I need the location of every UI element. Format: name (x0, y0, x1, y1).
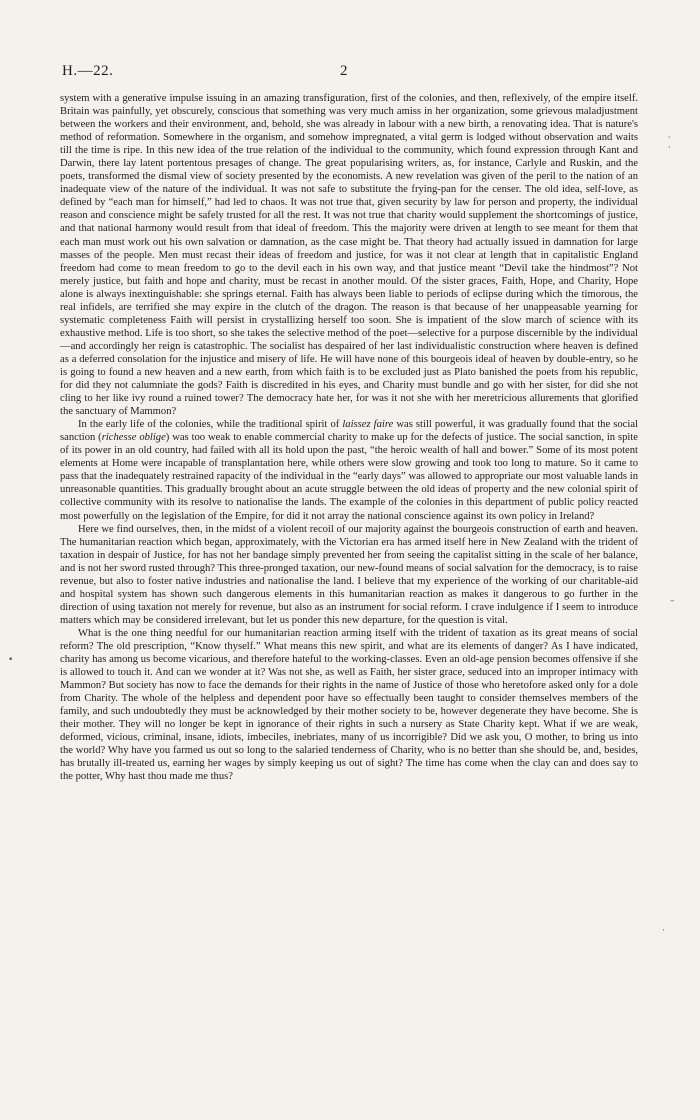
paragraph-1: system with a generative impulse issuing in an amazing transfiguration, first of the colonies, and then, reflexively, of the empire itself. Britain was painfully, yet obscurely, conscious that something was very much amiss in her organization, some grievous maladjustment between the workers and their environment, and, behold, she was already in labour with a new birth, a renovating idea. That is nature's method of reformation. Somewhere in the organism, and somehow impregnated, a vital germ is lodged without observation and waits till the time is ripe. In this new idea of the true relation of the individual to the community, which found expression through Kant and Darwin, there lay latent portentous presages of change. The great popularising writers, as, for instance, Carlyle and Ruskin, and the poets, transformed the dismal view of society presented by the economists. A new revelation was given of the peril to the nation of an inadequate view of the nature of the individual. It was not safe to substitute the frying-pan for the censer. The old idea, self-love, as defined by “each man for himself,” had led to chaos. It was not true that, given security by law for person and property, the individual reason and conscience might be safely trusted for all the rest. It was not true that charity would supplement the shortcomings of justice, and that national harmony would result from that ideal of freedom. This the majority were driven at length to see meant for them that each man must work out his own salvation or damnation, as the case might be. That theory had actually issued in damnation for large masses of the people. Men must recast their ideas of freedom and justice, for was it not clear at length that in capitalistic England freedom had come to mean freedom to go to the devil each in his own way, and that justice meant “Devil take the hindmost”? Not merely justice, but faith and hope and charity, must be recast in another mould. Of the sister graces, Faith, Hope, and Charity, Hope alone is always inextinguishable: she springs eternal. Faith has always been liable to periods of eclipse during which the timorous, the real infidels, are terrified she may expire in the clutch of the dragon. The reason is that because of her unappeasable yearning for systematic completeness Faith will persist in crystallizing herself too soon. She is impatient of the slow march of science with its exhaustive method. Life is too short, so she takes the selective method of the poet—selective for a purpose discernible by the individual—and accordingly her reign is catastrophic. The socialist has despaired of her last individualistic construction where heaven is defined as a deferred consolation for the injustice and misery of life. He will have none of this bourgeois ideal of heaven by double-entry, so he is going to found a new heaven and a new earth, from which faith is to be excluded just as Plato banished the poets from his republic, for did they not calumniate the gods? Faith is discredited in his eyes, and Charity must bundle and go with her sister, for did she not cling to her like ivy round a ruined tower? The democracy hate her, for was it not she with her meretricious allurements that glorified the sanctuary of Mammon? (60, 93, 638, 418)
paragraph-2 (60, 418, 638, 522)
italic-richesse-oblige: richesse oblige (101, 432, 166, 444)
page-number: 2 (340, 63, 348, 79)
paragraph-2-part-1: In the early life of the colonies, while the traditional spirit of (78, 419, 343, 431)
margin-mark-top: ⸱ · (668, 133, 671, 153)
margin-mark-bottom: · (662, 926, 665, 936)
body-text (60, 92, 638, 783)
paragraph-4: What is the one thing needful for our humanitarian reaction arming itself with the trident of taxation as its great means of social reform? The old prescription, “Know thyself.” What means this new spirit, and what are its elements of danger? As I have indicated, charity has among us become vicarious, and therefore hateful to the working-classes. Even an old-age pension becomes offensive if she is allowed to touch it. And can we wonder at it? Was not she, as well as Faith, her sister grace, seduced into an improper intimacy with Mammon? But society has now to face the demands for their rights in the name of Justice of those who heretofore asked only for a dole from Charity. The whole of the helpless and dependent poor have so effectually been taught to consider themselves members of the family, and such undoubtedly they must be acknowledged by their mother society to be, however degenerate they have become. She is their mother. They will no longer be kept in ignorance of their rights in such a nursery as State Charity kept. What if we are weak, deformed, vicious, criminal, insane, idiots, imbeciles, inebriates, many of us incorrigible? Did we ask you, O mother, to bring us into the world? Why have you farmed us out so long to the salaried tenderness of Charity, who is no better than she should be, and, besides, has brutally ill-treated us, earning her wages by simply keeping us out of sight? The time has come when the clay can and does say to the potter, Why hast thou made me thus? (60, 627, 638, 783)
paragraph-3: Here we find ourselves, then, in the midst of a violent recoil of our majority against the bourgeois construction of earth and heaven. The humanitarian reaction which began, approximately, with the Victorian era has armed itself here in New Zealand with the trident of taxation in despair of Justice, for has not her bandage simply prevented her from seeing the capitalist sitting in the scale of her balance, and is not her sword rusted through? This three-pronged taxation, our new-found means of social salvation for the democracy, is to raise revenue, but also to foster native industries and nationalise the land. I believe that my experience of the working of our charitable-aid and hospital system has shown such dangerous elements in this humanitarian reaction as makes it dangerous to go further in the direction of using taxation not merely for revenue, but also as an instrument for social reform. I crave indulgence if I seem to introduce matters which may be considered irrelevant, but let us ponder this new departure, for the question is vital. (60, 523, 638, 626)
report-reference: H.—22. (62, 63, 114, 79)
paragraph-2-part-3: ) was too weak to enable commercial charity to make up for the defects of justice. The social sanction, in spite of its power in an old country, had failed with all its hold upon the past, “the heroic wealth of hall and bower.” Some of its most potent elements at Home were incapable of transplantation here, while others were slow growing and took too long to mature. So it came to pass that the inadequately restrained rapacity of the individual in the “early days” was allowed to appropriate our most valuable lands in unreasonable quantities. This gradually brought about an acute struggle between the old ideas of property and the new colonial spirit of collective community with its resolve to nationalise the lands. The example of the colonies in this department of public policy reacted most powerfully on the legislation of the Empire, for did it not array the national conscience against its own policy in Ireland? (60, 432, 638, 522)
italic-laissez-faire: laissez faire (342, 419, 394, 431)
margin-mark-middle: – (670, 596, 675, 606)
margin-mark-left: • (8, 655, 14, 665)
paragraph-2-part-2: was still powerful, it was gradually found that the social sanction ( (60, 419, 638, 444)
